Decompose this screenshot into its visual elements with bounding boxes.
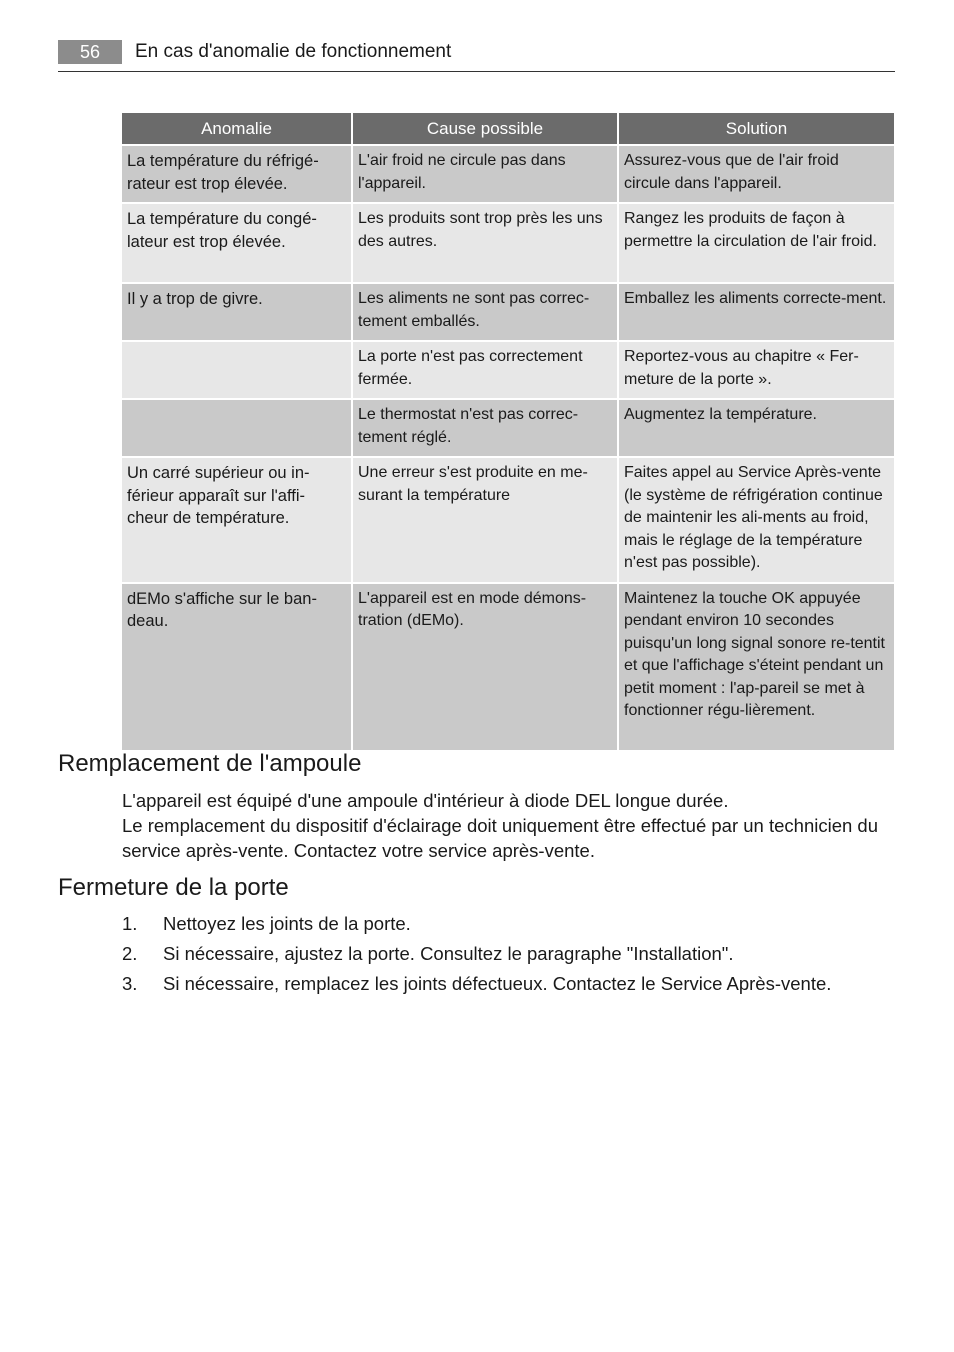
cell-solution: Faites appel au Service Après-vente (le système de réfrigération continue de maintenir les ali-ments au froid, mais le réglage de la température n'est pas possible).: [619, 458, 894, 582]
cell-anomalie: [122, 400, 351, 456]
door-steps-list: [122, 911, 902, 1001]
page-header: [58, 40, 895, 72]
step-number: 2.: [122, 943, 138, 964]
section-title-door: Fermeture de la porte: [58, 874, 289, 901]
cell-solution: Reportez-vous au chapitre « Fer-meture de la porte ».: [619, 342, 894, 398]
table-header-row: [122, 113, 894, 144]
bulb-paragraph-1: L'appareil est équipé d'une ampoule d'intérieur à diode DEL longue durée.: [122, 790, 729, 811]
step-number: 3.: [122, 973, 138, 994]
cell-anomalie: dEMo s'affiche sur le ban-deau.: [122, 584, 351, 750]
section-title-bulb: Remplacement de l'ampoule: [58, 750, 362, 777]
table-row: [122, 584, 894, 750]
header-anomalie: Anomalie: [122, 113, 351, 144]
cell-cause: Les aliments ne sont pas correc-tement emballés.: [353, 284, 617, 340]
troubleshooting-table: [120, 111, 896, 752]
chapter-title: En cas d'anomalie de fonctionnement: [135, 41, 452, 62]
cell-anomalie: [122, 342, 351, 398]
cell-solution: Rangez les produits de façon à permettre la circulation de l'air froid.: [619, 204, 894, 282]
step-text: Nettoyez les joints de la porte.: [163, 913, 411, 934]
table-row: [122, 342, 894, 398]
cell-solution: Augmentez la température.: [619, 400, 894, 456]
list-item: [122, 971, 902, 1001]
cell-solution: Assurez-vous que de l'air froid circule dans l'appareil.: [619, 146, 894, 202]
table-row: [122, 284, 894, 340]
cell-cause: La porte n'est pas correctement fermée.: [353, 342, 617, 398]
cell-solution: Emballez les aliments correcte-ment.: [619, 284, 894, 340]
list-item: [122, 911, 902, 941]
cell-anomalie: Il y a trop de givre.: [122, 284, 351, 340]
cell-cause: Le thermostat n'est pas correc-tement réglé.: [353, 400, 617, 456]
step-text: Si nécessaire, ajustez la porte. Consultez le paragraphe "Installation".: [163, 943, 734, 964]
cell-anomalie: La température du congé-lateur est trop élevée.: [122, 204, 351, 282]
cell-cause: Une erreur s'est produite en me-surant la température: [353, 458, 617, 582]
bulb-paragraph-2: Le remplacement du dispositif d'éclairage doit uniquement être effectué par un technicien du service après-vente. Contactez votre service après-vente.: [122, 815, 878, 861]
cell-cause: L'appareil est en mode démons-tration (dEMo).: [353, 584, 617, 750]
step-number: 1.: [122, 913, 138, 934]
table-row: [122, 400, 894, 456]
cell-cause: L'air froid ne circule pas dans l'appareil.: [353, 146, 617, 202]
table-row: [122, 204, 894, 282]
cell-solution: Maintenez la touche OK appuyée pendant environ 10 secondes puisqu'un long signal sonore re-tentit et que l'affichage s'éteint pendant un petit moment : l'ap-pareil se met à fonctionner régu-lièrement.: [619, 584, 894, 750]
list-item: [122, 941, 902, 971]
table-row: [122, 458, 894, 582]
table-row: [122, 146, 894, 202]
page-number: 56: [58, 40, 122, 64]
header-solution: Solution: [619, 113, 894, 144]
cell-anomalie: La température du réfrigé-rateur est trop élevée.: [122, 146, 351, 202]
cell-anomalie: Un carré supérieur ou in-férieur apparaît sur l'affi-cheur de température.: [122, 458, 351, 582]
cell-cause: Les produits sont trop près les uns des autres.: [353, 204, 617, 282]
step-text: Si nécessaire, remplacez les joints défectueux. Contactez le Service Après-vente.: [163, 973, 832, 994]
header-cause: Cause possible: [353, 113, 617, 144]
